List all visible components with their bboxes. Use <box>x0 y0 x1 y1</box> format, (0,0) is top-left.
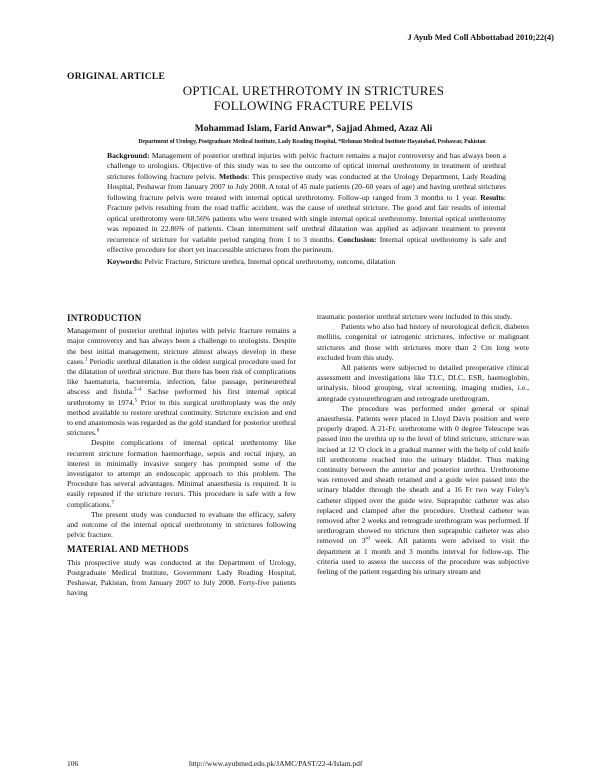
results-text: : Fracture pelvis resulting from the road traffic accident, was the cause of urethral stricture. The good and fair results of internal optical urethrotomy were 68.56% patients who were treated with single internal optical urethrotomy. Internal optical urethrotomy was repeated in 22.86% of patients. Clean intermittent self urethral dilatation was applied as adjuvant treatment to prevent recurrence of stricture for variable period ranging from 1 to 3 months. <box>107 192 506 244</box>
citation: 5 <box>134 398 138 404</box>
page-number: 106 <box>67 759 79 768</box>
article-type: ORIGINAL ARTICLE <box>67 72 166 82</box>
citation: 6 <box>96 428 100 434</box>
conclusion-label: Conclusion: <box>337 234 377 244</box>
methods-p4-text-a: The procedure was performed under general or spinal anaesthesia. Patients were placed in Lloyd Davis position and were properly draped. A 21-Fr. urethrotome with 0 degree Telescope was passed into the urethra up to the level of blind stricture, stricture was incised at 12 'O clock in a gradual manner with the help of cold knife till urethrotome reached into the urinary bladder. Thus making continuity between the anterior and posterior urethra. Urethrotome was removed and sheath retained and a guide wire passed into the urinary bladder through the sheath and a 16 Fr two way Foley's catheter slipped over the guide wire. Suprapubic catheter was also replaced and clamped after the procedure. Urethral catheter was removed after 2 weeks and retrograde urethrogram was performed. If urethrogram showed no stricture then suprapubic catheter was also removed on 3 <box>317 403 529 546</box>
methods-paragraph-1-cont: traumatic posterior urethral stricture were included in this study. <box>317 312 512 321</box>
intro-p1-text-d: Prior to this surgical urethroplasty was the only method available to restore urethral continuity. Stricture excision and end to end anastomosis was regarded as the gold standard for posterior urethral strictures. <box>67 397 297 438</box>
methods-paragraph-3: All patients were subjected to detailed preoperative clinical assessment and investigations like TLC, DLC, ESR, haemoglobin, urinalysis, blood grouping, viral screening, imaging studies, i.e., antegrade cystourethrogram and retrograde urethrogram. <box>317 363 529 403</box>
keywords-text: Pelvic Fracture, Stricture urethra, Internal optical urethrotomy, outcome, dilatation <box>142 256 396 266</box>
footer-url[interactable]: http://www.ayubmed.edu.pk/JAMC/PAST/22-4/Islam.pdf <box>189 759 363 768</box>
keywords-label: Keywords: <box>107 256 143 266</box>
intro-p1-text-b: Periodic urethral dilatation is the oldest surgical procedure used for the dilatation of urethral stricture. But there has been risk of complications like haematuria, bacteremia, infection, false passage, perineurethral abscess and fistula. <box>67 356 296 397</box>
methods-p4-text-b: week. All patients were advised to visit the department at 1 month and 3 months interval for follow-up. The criteria used to assess the success of the procedure was subjective feeling of the patient regarding his urinary stream and <box>317 536 529 577</box>
results-label: Results <box>480 192 504 202</box>
intro-p1-text-a: Management of posterior urethral injuries with pelvic fracture remains a major controversy and has always been a challenge to urologists. Despite the best initial management, stricture almost always develop in these cases. <box>67 326 296 366</box>
background-text: Management of posterior urethral injuries with pelvic fracture remains a major controversy and has always been a challenge to urologists. Objective of this study was to see the outcome of optical internal urethrotomy in treatment of urethral strictures following fracture pelvis. <box>107 151 506 181</box>
intro-paragraph-2 <box>67 438 296 509</box>
citation: 7 <box>111 500 114 506</box>
intro-p1-text-c: Sachse performed his first internal optical urethrotomy in 1974. <box>67 387 296 407</box>
title-line-2: FOLLOWING FRACTURE PELVIS <box>213 97 414 113</box>
article-title <box>67 84 560 113</box>
methods-paragraph-1: This prospective study was conducted at the Department of Urology, Postgraduate Medical Institute, Government Lady Reading Hospital, Peshawar, Pakistan, from January 2007 to July 2008. Forty-five patients having <box>67 557 296 598</box>
journal-reference: J Ayub Med Coll Abbottabad 2010;22(4) <box>407 32 554 42</box>
intro-p2-text: Despite complications of internal optical urethrotomy like recurrent stricture formation haemorrhage, sepsis and rectal injury, an interest in minimally invasive surgery has prompted some of the investigator to attempt an endoscopic approach to this problem. The Procedure has several advantages. Minimal anaesthesia is required. It is easily repeated if the stricture recurs. This procedure is safe with a few complications. <box>67 438 296 509</box>
right-column <box>317 312 529 577</box>
ordinal-suffix: rd <box>365 536 370 542</box>
background-label: Background: <box>107 151 150 160</box>
authors: Mohammad Islam, Farid Anwar*, Sajjad Ahmed, Azaz Ali <box>194 124 433 134</box>
methods-text: : This prospective study was conducted at the Urology Department, Lady Reading Hospital, Peshawar from January 2007 to July 2008. A total of 45 male patients (20–60 years of age) and having urethral strictures following fracture pelvis were treated with internal optical urethrotomy. Follow-up ranged from 3 months to 1 year. <box>107 171 506 202</box>
left-column <box>67 313 296 598</box>
methods-heading: MATERIAL AND METHODS <box>67 544 189 555</box>
abstract <box>107 151 506 267</box>
methods-paragraph-4 <box>317 404 529 577</box>
keywords <box>107 257 506 267</box>
citation: 1 <box>84 357 88 363</box>
methods-label: Methods <box>218 171 248 181</box>
introduction-heading: INTRODUCTION <box>67 313 142 323</box>
affiliation: Department of Urology, Postgraduate Medical Institute, Lady Reading Hospital, *Rehman Medical Institute Hayatabad, Peshawar, Pakistan <box>138 139 486 145</box>
intro-paragraph-3: The present study was conducted to evaluate the efficacy, safety and outcome of the internal optical urethrotomy in strictures following pelvic fracture. <box>67 509 296 540</box>
citation: 2–4 <box>133 387 142 393</box>
abstract-body <box>107 151 506 256</box>
conclusion-text: Internal optical urethrotomy is safe and effective procedure for short yet inaccessible strictures from the perineum. <box>107 234 506 255</box>
title-line-1: OPTICAL URETHROTOMY IN STRICTURES <box>182 83 445 98</box>
methods-paragraph-2: Patients who also had history of neurological deficit, diabetes mellitis, congenital or iatrogenic strictures, infective or malignant strictures and those with strictures more than 2 Cm long were excluded from this study. <box>317 322 529 362</box>
intro-paragraph-1 <box>67 326 296 438</box>
